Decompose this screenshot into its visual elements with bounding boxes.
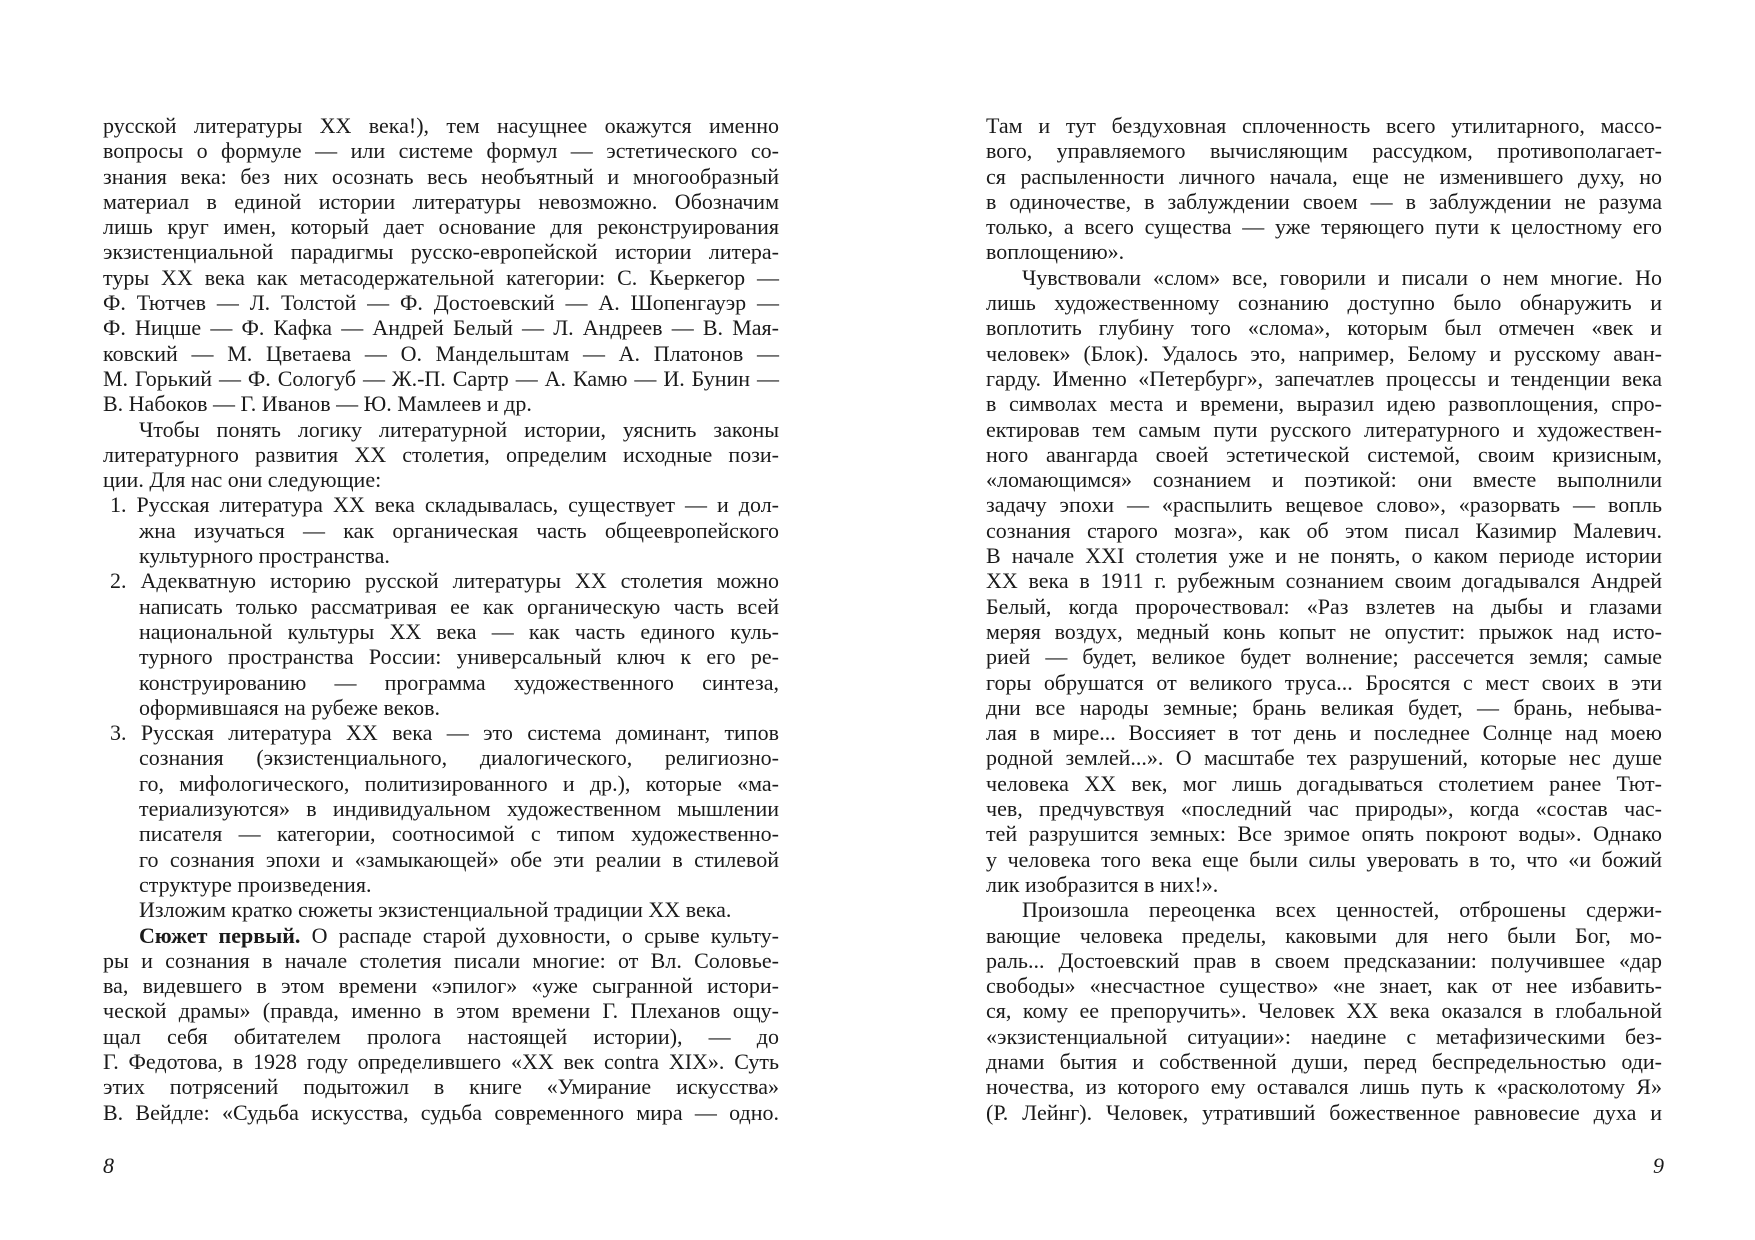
text-line: (Р. Лейнг). Человек, утративший божественное равновесие духа и [986, 1099, 1662, 1125]
text-line: В. Вейдле: «Судьба искусства, судьба современного мира — одно. [103, 1099, 779, 1125]
text-line: лишь круг имен, который дает основание для реконструирования [103, 214, 779, 240]
text-line: ектировав тем самым пути русского литературного и художествен- [986, 416, 1662, 442]
text-line: гарду. Именно «Петербург», запечатлев процессы и тенденции века [986, 365, 1662, 391]
text-line: дни все народы земные; брань великая будет, — брань, небыва- [986, 694, 1662, 720]
text-line: сознания (экзистенциального, диалогического, религиозно- [139, 745, 779, 771]
text-line: В. Набоков — Г. Иванов — Ю. Мамлеев и др. [103, 391, 532, 417]
text-line: этих потрясений подытожил в книге «Умирание искусства» [103, 1074, 779, 1100]
text-line: го, мифологического, политизированного и др.), которые «ма- [139, 770, 779, 796]
text-line: В начале XXI столетия уже и не понять, о каком периоде истории [986, 543, 1662, 569]
text-line: ковский — М. Цветаева — О. Мандельштам — А. Платонов — [103, 340, 779, 366]
text-line: меряя воздух, медный конь копыт не опустит: прыжок над исто- [986, 618, 1662, 644]
text-line: написать только рассматривая ее как органическую часть всей [139, 593, 779, 619]
text-line: ческой драмы» (правда, именно в этом времени Г. Плеханов ощу- [103, 998, 779, 1024]
text-line: культурного пространства. [139, 543, 390, 569]
text-line: лишь художественному сознанию доступно было обнаружить и [986, 290, 1662, 316]
text-line: экзистенциальной парадигмы русско-европейской истории литера- [103, 239, 779, 265]
text-line: ся, кому ее препоручить». Человек XX века оказался в глобальной [986, 998, 1662, 1024]
text-line: знания века: без них осознать весь необъятный и многообразный [103, 163, 779, 189]
text-line: в символах места и времени, выразил идею развоплощения, спро- [986, 391, 1662, 417]
text-line: днами бытия и собственной души, перед беспредельностью оди- [986, 1048, 1662, 1074]
text-line: литературного развития XX столетия, определим исходные пози- [103, 441, 779, 467]
text-line: «экзистенциальной ситуации»: наедине с метафизическими без- [986, 1023, 1662, 1049]
page-number-right: 9 [1653, 1153, 1664, 1178]
text-line: ся распыленности личного начала, еще не изменившего духу, но [986, 163, 1662, 189]
text-line: воплотить глубину того «слома», которым был отмечен «век и [986, 315, 1662, 341]
text-line: вающие человека пределы, каковыми для него были Бог, мо- [986, 922, 1662, 948]
text-line: вопросы о формуле — или системе формул — эстетического со- [103, 138, 779, 164]
text-line: лик изобразится в них!». [986, 871, 1219, 897]
text-line: го сознания эпохи и «замыкающей» обе эти реалии в стилевой [139, 846, 779, 872]
text-line: структуре произведения. [139, 871, 372, 897]
text-line: Произошла переоценка всех ценностей, отброшены сдержи- [1022, 897, 1662, 923]
list-item-3: 3. Русская литература XX века — это система доминант, типов [110, 720, 779, 746]
text-line: XX века в 1911 г. рубежным сознанием своим догадывался Андрей [986, 568, 1662, 594]
text-line: туры XX века как метасодержательной категории: С. Кьеркегор — [103, 264, 779, 290]
text-line: ночества, из которого ему оставался лишь путь к «расколотому Я» [986, 1074, 1662, 1100]
text-line: только, а всего существа — уже теряющего пути к целостному его [986, 214, 1662, 240]
text-line: ного авангарда своей эстетической системой, своим кризисным, [986, 441, 1662, 467]
text-line: Чувствовали «слом» все, говорили и писали о нем многие. Но [1022, 264, 1662, 290]
text-line: Белый, когда пророчествовал: «Раз взлетев на дыбы и глазами [986, 593, 1662, 619]
text-line: жна изучаться — как органическая часть общеевропейского [139, 517, 779, 543]
text-line: задачу эпохи — «распылить вещевое слово», «разорвать — вопль [986, 492, 1662, 518]
text-line: конструированию — программа художественного синтеза, [139, 669, 779, 695]
text-line: вого, управляемого вычисляющим рассудком, противополагает- [986, 138, 1662, 164]
subject-heading: Сюжет первый. [139, 922, 301, 948]
text-line: рией — будет, великое будет волнение; рассечется земля; самые [986, 644, 1662, 670]
list-item-2: 2. Адекватную историю русской литературы XX столетия можно [110, 568, 779, 594]
text-line: Г. Федотова, в 1928 году определившего «XX век contra XIX». Суть [103, 1048, 779, 1074]
text-line: родной землей...». О масштабе тех разрушений, которые нес душе [986, 745, 1662, 771]
list-item-1: 1. Русская литература XX века складывалась, существует — и дол- [110, 492, 779, 518]
text-line: сознания старого мозга», как об этом писал Казимир Малевич. [986, 517, 1662, 543]
text-line: свободы» «несчастное существо» «не знает, как от нее избавить- [986, 973, 1662, 999]
text-line: у человека того века еще были силы уверовать в то, что «и божий [986, 846, 1662, 872]
text-line: «ломающимся» сознанием и поэтикой: они вместе выполнили [986, 467, 1662, 493]
text-line: русской литературы XX века!), тем насущнее окажутся именно [103, 113, 779, 138]
left-page [103, 113, 779, 1125]
text-line: материал в единой истории литературы невозможно. Обозначим [103, 188, 779, 214]
text-line: ции. Для нас они следующие: [103, 467, 382, 493]
text-line: оформившаяся на рубеже веков. [139, 694, 440, 720]
text-line: ры и сознания в начале столетия писали многие: от Вл. Соловье- [103, 947, 779, 973]
text-line: ва, видевшего в этом времени «эпилог» «уже сыгранной истори- [103, 973, 779, 999]
text-line: национальной культуры XX века — как часть единого куль- [139, 618, 779, 644]
text-line: в одиночестве, в заблуждении своем — в заблуждении не разума [986, 188, 1662, 214]
right-page [986, 113, 1662, 1125]
text-line: человека XX век, мог лишь догадываться столетием ранее Тют- [986, 770, 1662, 796]
text-line: М. Горький — Ф. Сологуб — Ж.-П. Сартр — А. Камю — И. Бунин — [103, 365, 779, 391]
text-line: Изложим кратко сюжеты экзистенциальной традиции XX века. [139, 897, 732, 923]
text-line: раль... Достоевский прав в своем предсказании: получившее «дар [986, 947, 1662, 973]
text-line: писателя — категории, соотносимой с типом художественно- [139, 821, 779, 847]
text-line: Там и тут бездуховная сплоченность всего утилитарного, массо- [986, 113, 1662, 138]
text-line: чев, предчувствуя «последний час природы», когда «состав час- [986, 796, 1662, 822]
page-number-left: 8 [103, 1153, 114, 1178]
text-line: Ф. Ницше — Ф. Кафка — Андрей Белый — Л. Андреев — В. Мая- [103, 315, 779, 341]
text-line: щал себя обитателем пролога настоящей истории), — до [103, 1023, 779, 1049]
text-run: О распаде старой духовности, о срыве культу- [311, 922, 780, 948]
text-line: горы обрушатся от великого труса... Бросятся с мест своих в эти [986, 669, 1662, 695]
text-line-with-heading [103, 923, 779, 948]
text-line: Чтобы понять логику литературной истории, уяснить законы [139, 416, 779, 442]
text-line: териализуются» в индивидуальном художественном мышлении [139, 796, 779, 822]
text-line: человек» (Блок). Удалось это, например, Белому и русскому аван- [986, 340, 1662, 366]
text-line: воплощению». [986, 239, 1125, 265]
text-line: турного пространства России: универсальный ключ к его ре- [139, 644, 779, 670]
text-line: лая в мире... Воссияет в тот день и последнее Солнце над моею [986, 720, 1662, 746]
text-line: тей разрушится земных: Все зримое опять покроют воды». Однако [986, 821, 1662, 847]
text-line: Ф. Тютчев — Л. Толстой — Ф. Достоевский — А. Шопенгауэр — [103, 290, 779, 316]
